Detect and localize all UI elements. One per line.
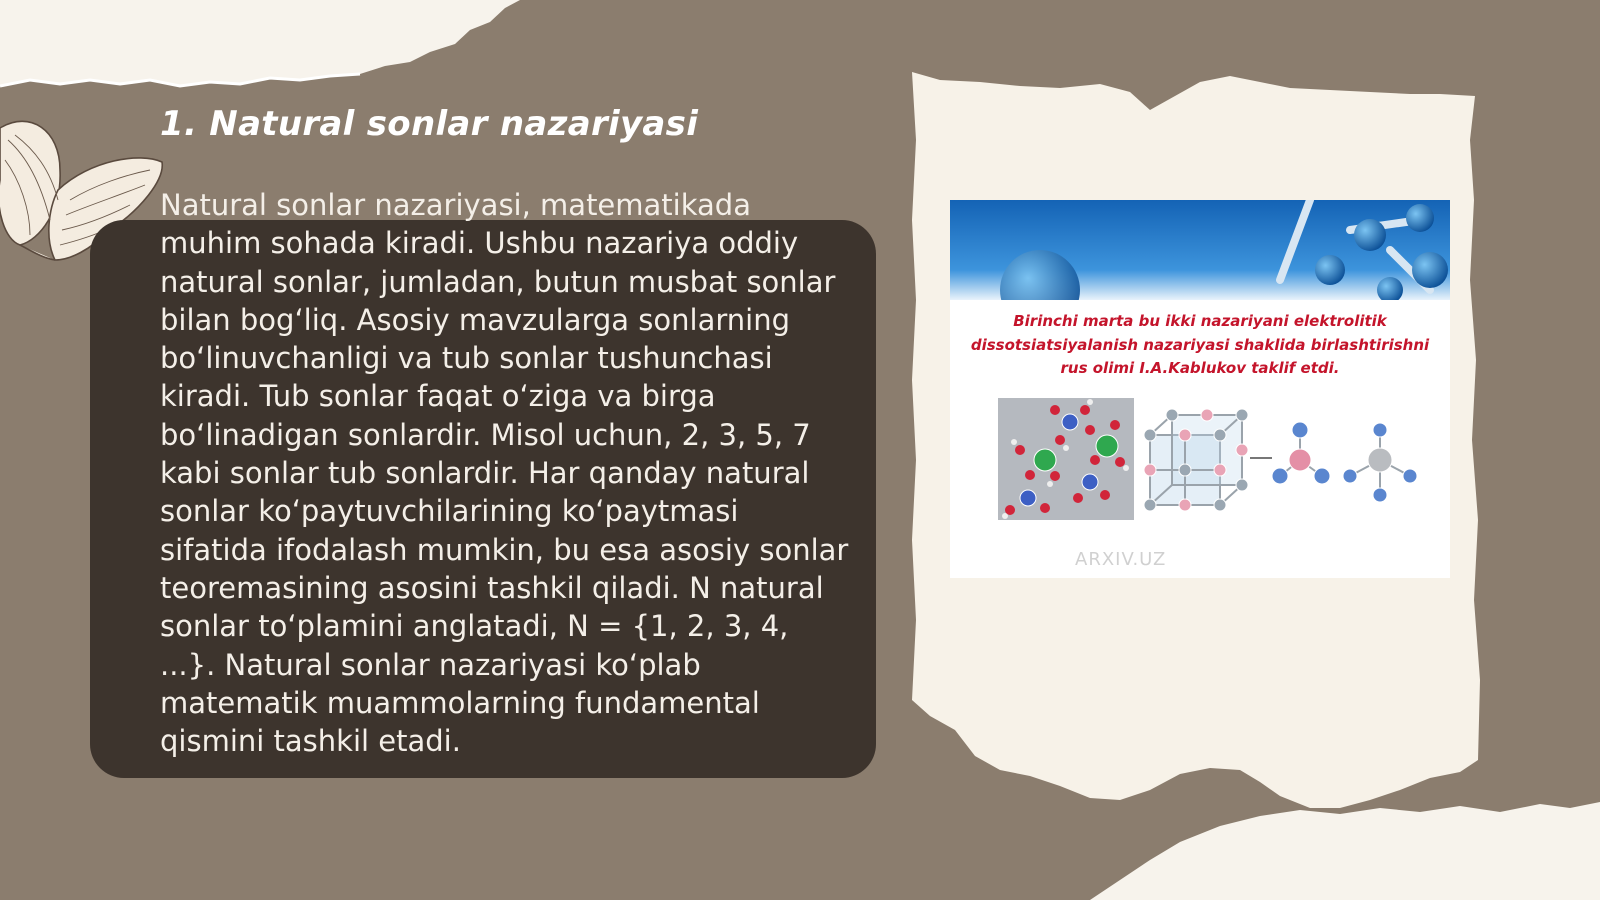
figure-caption: Birinchi marta bu ikki nazariyani elektrolitik dissotsiatsiyalanish nazariyasi shaklida birlashtirishni rus olimi I.A.Kablukov taklif etdi. bbox=[970, 312, 1430, 377]
figure-banner bbox=[950, 200, 1450, 300]
figure-image bbox=[950, 200, 1450, 578]
watermark: ARXIV.UZ bbox=[1075, 549, 1167, 570]
body-text: Natural sonlar nazariyasi, matematikada muhim sohada kiradi. Ushbu nazariya oddiy natural sonlar, jumladan, butun musbat sonlar bilan bog‘liq. Asosiy mavzularga sonlarning bo‘linuvchanligi va tub sonlar tushunchasi kiradi. Tub sonlar faqat o‘ziga va birga bo‘linadigan sonlardir. Misol uchun, 2, 3, 5, 7 kabi sonlar tub sonlardir. Har qanday natural sonlar ko‘paytuvchilarining ko‘paytmasi sifatida ifodalash mumkin, bu esa asosiy sonlar teoremasining asosini tashkil qiladi. N natural sonlar to‘plamini anglatadi, N = {1, 2, 3, 4, ...}. Natural sonlar nazariyasi ko‘plab matematik muammolarning fundamental qismini tashkil etadi. bbox=[160, 188, 849, 759]
molecule-illustrations bbox=[950, 390, 1450, 578]
slide-title: 1. Natural sonlar nazariyasi bbox=[160, 104, 699, 144]
